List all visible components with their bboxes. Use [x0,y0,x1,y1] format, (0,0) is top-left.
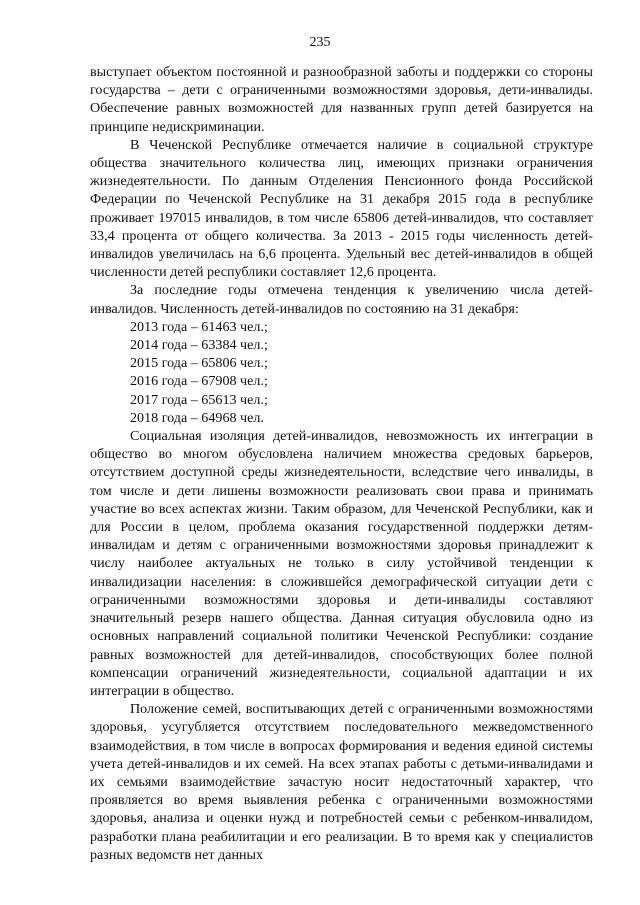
body-text [90,63,593,864]
paragraph-trend: За последние годы отмечена тенденция к увеличению числа детей-инвалидов. Численность детей-инвалидов по состоянию на 31 декабря: [90,282,593,317]
list-item: 2017 года – 65613 чел.; [130,391,268,408]
list-item: 2018 года – 64968 чел. [130,409,264,426]
paragraph-isolation: Социальная изоляция детей-инвалидов, невозможность их интеграции в общество во многом обусловлена наличием множества средовых барьеров, отсутствием доступной среды жизнедеятельности, вследствие чего инвалиды, в том числе и дети лишены возможности реализовать свои права и принимать участие во всех аспектах жизни. Таким образом, для Чеченской Республики, как и для России в целом, проблема оказания государственной поддержки детям-инвалидам и детям с ограниченными возможностями здоровья принадлежит к числу наиболее актуальных не только в силу устойчивой тенденции к инвалидизации населения: в сложившейся демографической ситуации дети с ограниченными возможностями здоровья и дети-инвалиды составляют значительный резерв нашего общества. Данная ситуация обусловила одно из основных направлений социальной политики Чеченской Республики: создание равных возможностей для детей-инвалидов, способствующих более полной компенсации ограничений жизнедеятельности, социальной адаптации и их интеграции в общество. [90,428,593,699]
paragraph-statistics: В Чеченской Республике отмечается наличие в социальной структуре общества значительного количества лиц, имеющих признаки ограничения жизнедеятельности. По данным Отделения Пенсионного фонда Российской Федерации по Чеченской Республике на 31 декабря 2015 года в республике проживает 197015 инвалидов, в том числе 65806 детей-инвалидов, что составляет 33,4 процента от общего количества. За 2013 - 2015 годы численность детей-инвалидов увеличилась на 6,6 процента. Удельный вес детей-инвалидов в общей численности детей республики составляет 12,6 процента. [90,136,593,281]
paragraph-continued: выступает объектом постоянной и разнообразной заботы и поддержки со стороны государства – дети с ограниченными возможностями здоровья, дети-инвалиды. Обеспечение равных возможностей для названных групп детей базируется на принципе недискриминации. [90,64,593,135]
page-number: 235 [309,35,331,50]
paragraph-families: Положение семей, воспитывающих детей с ограниченными возможностями здоровья, усугубляется отсутствием последовательного межведомственного взаимодействия, в том числе в вопросах формирования и ведения единой системы учета детей-инвалидов и их семей. На всех этапах работы с детьми-инвалидами и их семьями взаимодействие зачастую носит недостаточный характер, что проявляется во время выявления ребенка с ограниченными возможностями здоровья, анализа и оценки нужд и потребностей семьи с ребенком-инвалидом, разработки плана реабилитации и его реализации. В то время как у специалистов разных ведомств нет данных [90,701,593,863]
year-count-list [90,318,593,427]
list-item: 2016 года – 67908 чел.; [130,373,268,390]
list-item: 2015 года – 65806 чел.; [130,355,268,372]
list-item: 2014 года – 63384 чел.; [130,337,268,354]
list-item: 2013 года – 61463 чел.; [130,318,268,335]
